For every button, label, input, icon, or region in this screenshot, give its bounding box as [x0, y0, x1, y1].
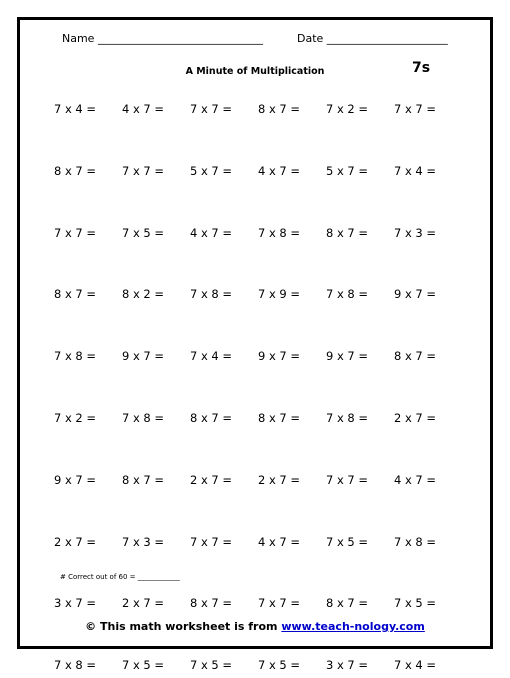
problem-cell: 7 x 8 = — [121, 411, 165, 425]
problem-cell: 7 x 8 = — [189, 287, 233, 302]
problem-cell: 8 x 7 = — [189, 411, 233, 425]
date-field-label: Date ______________________ — [297, 32, 448, 45]
problem-cell: 8 x 7 = — [257, 102, 301, 116]
problem-cell: 2 x 7 = — [53, 534, 97, 549]
name-field-label: Name ______________________________ — [62, 32, 263, 45]
problem-cell: 8 x 7 = — [121, 472, 165, 487]
problem-cell: 9 x 7 = — [325, 349, 369, 364]
problem-cell: 7 x 7 = — [189, 534, 233, 549]
problem-cell: 4 x 7 = — [257, 163, 301, 178]
problem-cell: 7 x 8 = — [53, 349, 97, 364]
problem-cell: 7 x 7 = — [189, 102, 233, 116]
problem-cell: 9 x 7 = — [121, 349, 165, 364]
problem-cell: 7 x 5 = — [121, 225, 165, 240]
problem-cell: 2 x 7 = — [121, 596, 165, 611]
problem-cell: 7 x 3 = — [121, 534, 165, 549]
problem-cell: 7 x 8 = — [393, 534, 437, 549]
problem-cell: 8 x 7 = — [325, 225, 369, 240]
footer-prefix: © This math worksheet is from — [85, 620, 282, 633]
problem-cell: 7 x 3 = — [393, 225, 437, 240]
problem-cell: 7 x 5 = — [189, 658, 233, 673]
problem-cell: 7 x 8 = — [257, 225, 301, 240]
problem-cell: 8 x 7 = — [393, 349, 437, 364]
problem-cell: 8 x 2 = — [121, 287, 165, 302]
problem-cell: 7 x 7 = — [325, 472, 369, 487]
score-line: # Correct out of 60 = ____________ — [60, 573, 180, 581]
problem-cell: 7 x 9 = — [257, 287, 301, 302]
problem-cell: 7 x 4 = — [393, 163, 437, 178]
problem-cell: 7 x 4 = — [53, 102, 97, 116]
problem-cell: 7 x 8 = — [325, 411, 369, 425]
footer-link[interactable]: www.teach-nology.com — [281, 620, 425, 633]
problem-cell: 7 x 5 = — [121, 658, 165, 673]
problem-cell: 7 x 4 = — [393, 658, 437, 673]
problem-cell: 4 x 7 = — [393, 472, 437, 487]
problem-cell: 2 x 7 = — [257, 472, 301, 487]
problem-cell: 7 x 4 = — [189, 349, 233, 364]
problem-cell: 7 x 7 = — [393, 102, 437, 116]
problem-cell: 7 x 5 = — [393, 596, 437, 611]
problem-cell: 8 x 7 = — [53, 287, 97, 302]
problem-cell: 7 x 5 = — [325, 534, 369, 549]
problem-cell: 7 x 2 = — [53, 411, 97, 425]
problem-cell: 4 x 7 = — [189, 225, 233, 240]
problem-cell: 8 x 7 = — [325, 596, 369, 611]
table-badge: 7s — [412, 60, 431, 76]
problem-cell: 5 x 7 = — [189, 163, 233, 178]
worksheet — [17, 17, 493, 673]
problem-cell: 3 x 7 = — [53, 596, 97, 611]
footer-credit — [20, 620, 490, 633]
problem-cell: 2 x 7 = — [189, 472, 233, 487]
problem-cell: 7 x 7 = — [257, 596, 301, 611]
worksheet-title: A Minute of Multiplication — [185, 66, 325, 77]
problem-cell: 7 x 8 = — [53, 658, 97, 673]
problem-cell: 4 x 7 = — [257, 534, 301, 549]
problem-cell: 3 x 7 = — [325, 658, 369, 673]
problem-cell: 7 x 7 = — [121, 163, 165, 178]
problem-cell: 9 x 7 = — [53, 472, 97, 487]
problem-cell: 8 x 7 = — [189, 596, 233, 611]
problem-cell: 2 x 7 = — [393, 411, 437, 425]
problem-cell: 7 x 2 = — [325, 102, 369, 116]
problem-cell: 7 x 7 = — [53, 225, 97, 240]
problem-cell: 9 x 7 = — [257, 349, 301, 364]
problem-cell: 8 x 7 = — [53, 163, 97, 178]
problem-cell: 8 x 7 = — [257, 411, 301, 425]
problem-cell: 4 x 7 = — [121, 102, 165, 116]
problem-cell: 5 x 7 = — [325, 163, 369, 178]
problem-cell: 7 x 5 = — [257, 658, 301, 673]
problem-cell: 7 x 8 = — [325, 287, 369, 302]
problem-cell: 9 x 7 = — [393, 287, 437, 302]
